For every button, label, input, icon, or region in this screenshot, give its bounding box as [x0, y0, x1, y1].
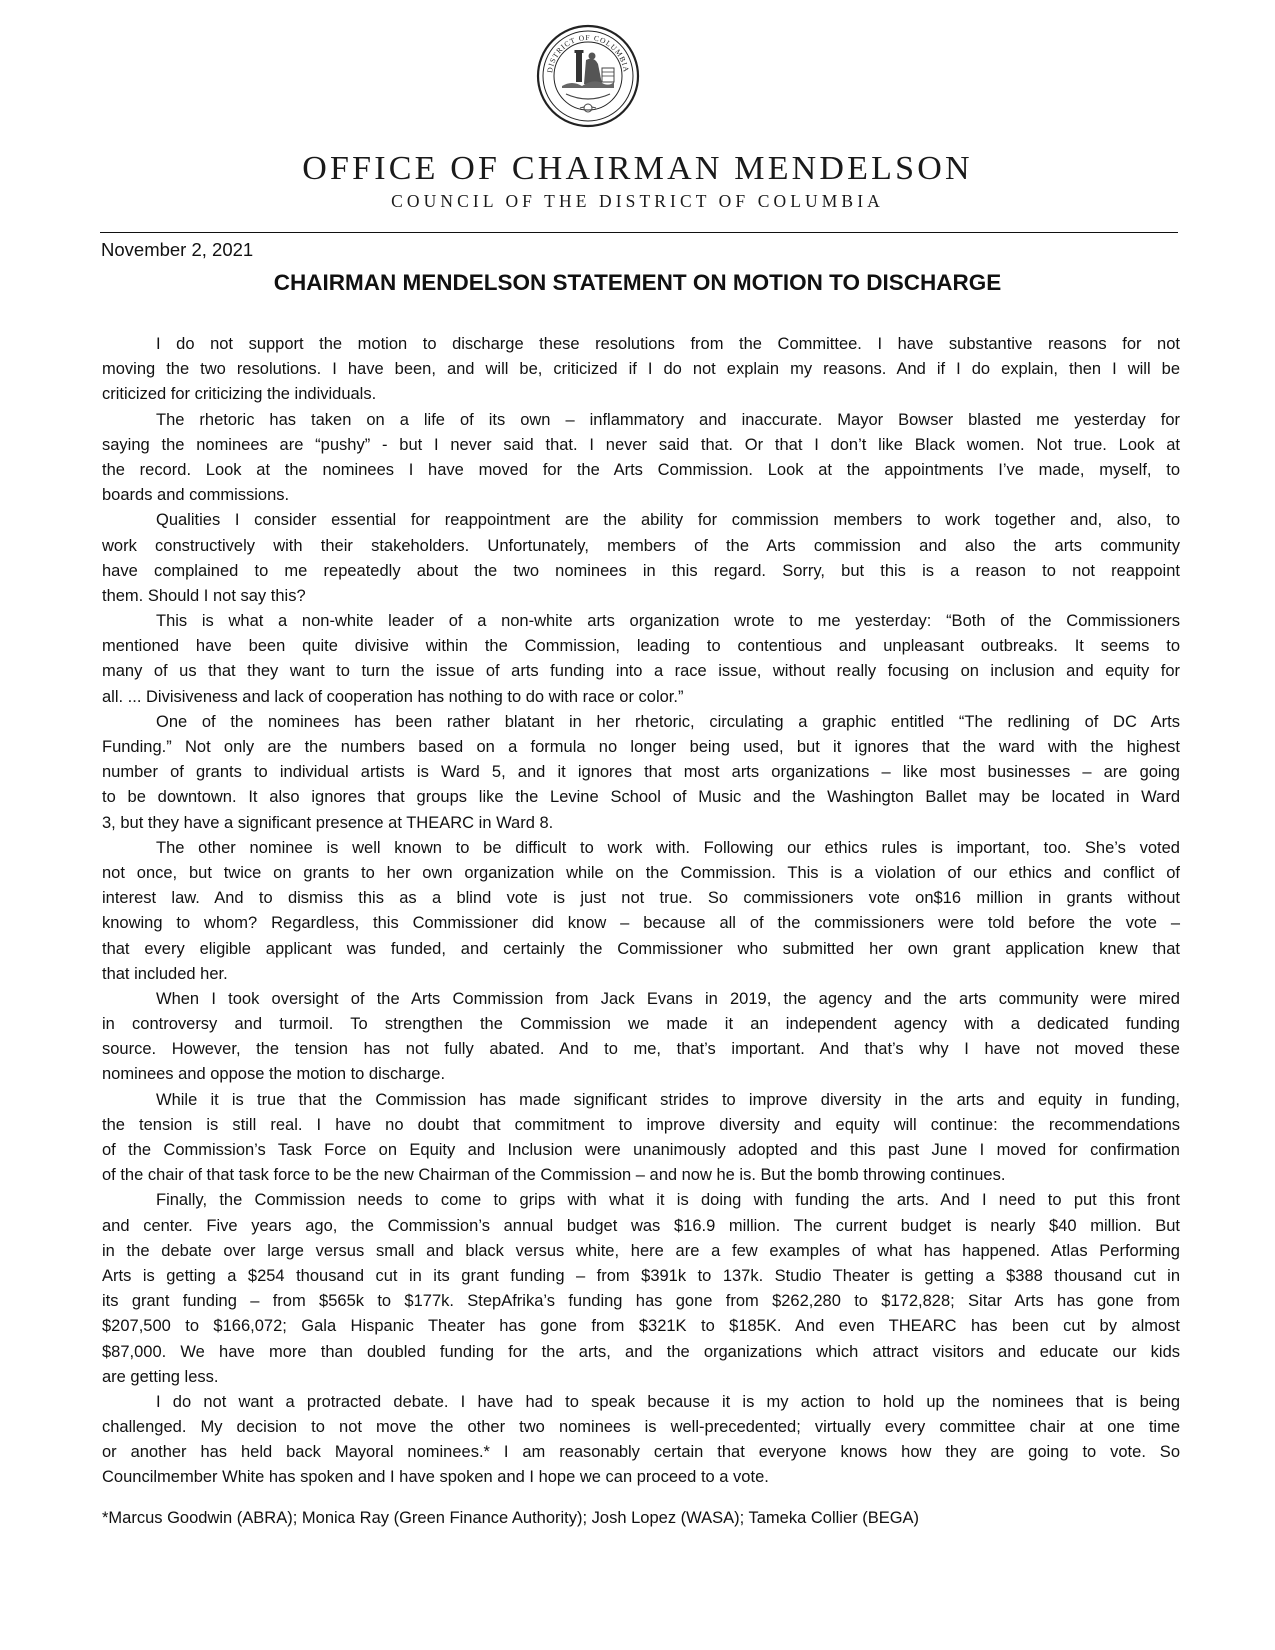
statement-headline: CHAIRMAN MENDELSON STATEMENT ON MOTION TO DISCHARGE — [273, 270, 1002, 295]
paragraph-line: $87,000. We have more than doubled funding for the arts, and the organizations which attract visitors and educate our kids — [102, 1342, 1180, 1361]
council-subtitle: COUNCIL OF THE DISTRICT OF COLUMBIA — [391, 191, 884, 211]
paragraph-line: Arts is getting a $254 thousand cut in its grant funding – from $391k to 137k. Studio Theater is getting a $388 thousand cut in — [102, 1266, 1180, 1285]
paragraph-line: I do not want a protracted debate. I have had to speak because it is my action to hold up the nominees that is being — [156, 1392, 1180, 1411]
paragraph-line: mentioned have been quite divisive within the Commission, leading to contentious and unpleasant outbreaks. It seems to — [102, 637, 1180, 656]
paragraph-line: are getting less. — [102, 1367, 219, 1386]
footnote: *Marcus Goodwin (ABRA); Monica Ray (Green Finance Authority); Josh Lopez (WASA); Tameka Collier (BEGA) — [102, 1509, 920, 1527]
paragraph-line: that every eligible applicant was funded, and certainly the Commissioner who submitted her own grant application knew that — [102, 939, 1180, 958]
paragraph-line: and center. Five years ago, the Commission’s annual budget was $16.9 million. The current budget is nearly $40 million. But — [102, 1216, 1180, 1235]
statement-body — [102, 332, 1180, 1491]
paragraph-line: One of the nominees has been rather blatant in her rhetoric, circulating a graphic entitled “The redlining of DC Arts — [156, 712, 1180, 731]
paragraph-line: not once, but twice on grants to her own organization while on the Commission. This is a violation of our ethics and conflict of — [102, 863, 1180, 882]
paragraph-line: the tension is still real. I have no doubt that commitment to improve diversity and equity will continue: the recommendations — [102, 1115, 1180, 1134]
paragraph — [102, 609, 1180, 710]
paragraph-line: moving the two resolutions. I have been, and will be, criticized if I do not explain my reasons. And if I do explain, then I will be — [102, 360, 1180, 379]
paragraph-line: criticized for criticizing the individuals. — [102, 385, 377, 404]
paragraph-line: that included her. — [102, 964, 228, 983]
paragraph — [102, 332, 1180, 408]
svg-text:DISTRICT OF COLUMBIA: DISTRICT OF COLUMBIA — [545, 32, 631, 74]
paragraph — [102, 408, 1180, 509]
paragraph-line: This is what a non-white leader of a non-white arts organization wrote to me yesterday: “Both of the Commissioners — [156, 612, 1180, 631]
paragraph-line: challenged. My decision to not move the other two nominees is well-precedented; virtually every committee chair at one time — [102, 1418, 1180, 1437]
paragraph-line: I do not support the motion to discharge these resolutions from the Committee. I have substantive reasons for not — [156, 335, 1180, 353]
paragraph-line: the record. Look at the nominees I have moved for the Arts Commission. Look at the appointments I’ve made, myself, to — [102, 460, 1180, 479]
paragraph-line: all. ... Divisiveness and lack of cooperation has nothing to do with race or color.” — [102, 687, 684, 706]
paragraph-line: Councilmember White has spoken and I have spoken and I hope we can proceed to a vote. — [102, 1468, 769, 1487]
paragraph-line: its grant funding – from $565k to $177k. StepAfrika’s funding has gone from $262,280 to $172,828; Sitar Arts has gone from — [102, 1292, 1180, 1311]
paragraph-line: interest law. And to dismiss this as a blind vote is just not true. So commissioners vote on$16 million in grants without — [102, 889, 1180, 908]
paragraph-line: Funding.” Not only are the numbers based on a formula no longer being used, but it ignores that the ward with the highest — [102, 738, 1180, 756]
paragraph-line: When I took oversight of the Arts Commission from Jack Evans in 2019, the agency and the arts community were mired — [156, 989, 1180, 1008]
paragraph-line: nominees and oppose the motion to discharge. — [102, 1065, 446, 1084]
paragraph-line: in controversy and turmoil. To strengthen the Commission we made it an independent agency with a dedicated funding — [102, 1015, 1180, 1034]
office-title: OFFICE OF CHAIRMAN MENDELSON — [302, 150, 973, 187]
paragraph-line: them. Should I not say this? — [102, 586, 306, 605]
paragraph — [102, 1088, 1180, 1189]
paragraph — [102, 1188, 1180, 1390]
paragraph — [102, 508, 1180, 609]
paragraph — [102, 1390, 1180, 1491]
paragraph — [102, 987, 1180, 1088]
paragraph-line: saying the nominees are “pushy” - but I never said that. I never said that. Or that I don’t like Black women. Not true. Look at — [102, 435, 1180, 454]
paragraph-line: of the chair of that task force to be the new Chairman of the Commission – and now he is. But the bomb throwing continues. — [102, 1166, 1006, 1185]
paragraph-line: The other nominee is well known to be difficult to work with. Following our ethics rules is important, too. She’s voted — [156, 838, 1180, 857]
paragraph-line: work constructively with their stakeholders. Unfortunately, members of the Arts commission and also the arts community — [102, 536, 1180, 555]
paragraph-line: in the debate over large versus small and black versus white, here are a few examples of what has happened. Atlas Performing — [102, 1241, 1180, 1260]
paragraph — [102, 836, 1180, 987]
statement-date: November 2, 2021 — [101, 239, 254, 260]
paragraph-line: to be downtown. It also ignores that groups like the Levine School of Music and the Washington Ballet may be located in Ward — [102, 788, 1180, 807]
paragraph-line: While it is true that the Commission has made significant strides to improve diversity in the arts and equity in funding, — [156, 1090, 1180, 1109]
header-divider — [100, 232, 1178, 233]
paragraph-line: Qualities I consider essential for reappointment are the ability for commission members to work together and, also, to — [156, 511, 1180, 530]
paragraph-line: 3, but they have a significant presence at THEARC in Ward 8. — [102, 813, 554, 832]
paragraph-line: boards and commissions. — [102, 486, 290, 505]
district-seal-icon — [536, 24, 640, 128]
paragraph-line: many of us that they want to turn the issue of arts funding into a race issue, without really focusing on inclusion and equity for — [102, 662, 1180, 681]
paragraph-line: knowing to whom? Regardless, this Commissioner did know – because all of the commissioners were told before the vote – — [102, 914, 1180, 933]
paragraph-line: have complained to me repeatedly about the two nominees in this regard. Sorry, but this is a reason to not reappoint — [102, 561, 1180, 580]
paragraph-line: of the Commission’s Task Force on Equity and Inclusion were unanimously adopted and this past June I moved for confirmation — [102, 1141, 1180, 1159]
paragraph-line: number of grants to individual artists is Ward 5, and it ignores that most arts organizations – like most businesses – are going — [102, 763, 1180, 782]
paragraph-line: Finally, the Commission needs to come to grips with what it is doing with funding the arts. And I need to put this front — [156, 1191, 1180, 1210]
paragraph-line: $207,500 to $166,072; Gala Hispanic Theater has gone from $321K to $185K. And even THEARC has been cut by almost — [102, 1317, 1180, 1336]
paragraph-line: source. However, the tension has not fully abated. And to me, that’s important. And that’s why I have not moved these — [102, 1040, 1180, 1059]
paragraph-line: The rhetoric has taken on a life of its own – inflammatory and inaccurate. Mayor Bowser blasted me yesterday for — [156, 410, 1180, 429]
paragraph-line: or another has held back Mayoral nominees.* I am reasonably certain that everyone knows how they are going to vote. So — [102, 1443, 1180, 1462]
paragraph — [102, 710, 1180, 836]
